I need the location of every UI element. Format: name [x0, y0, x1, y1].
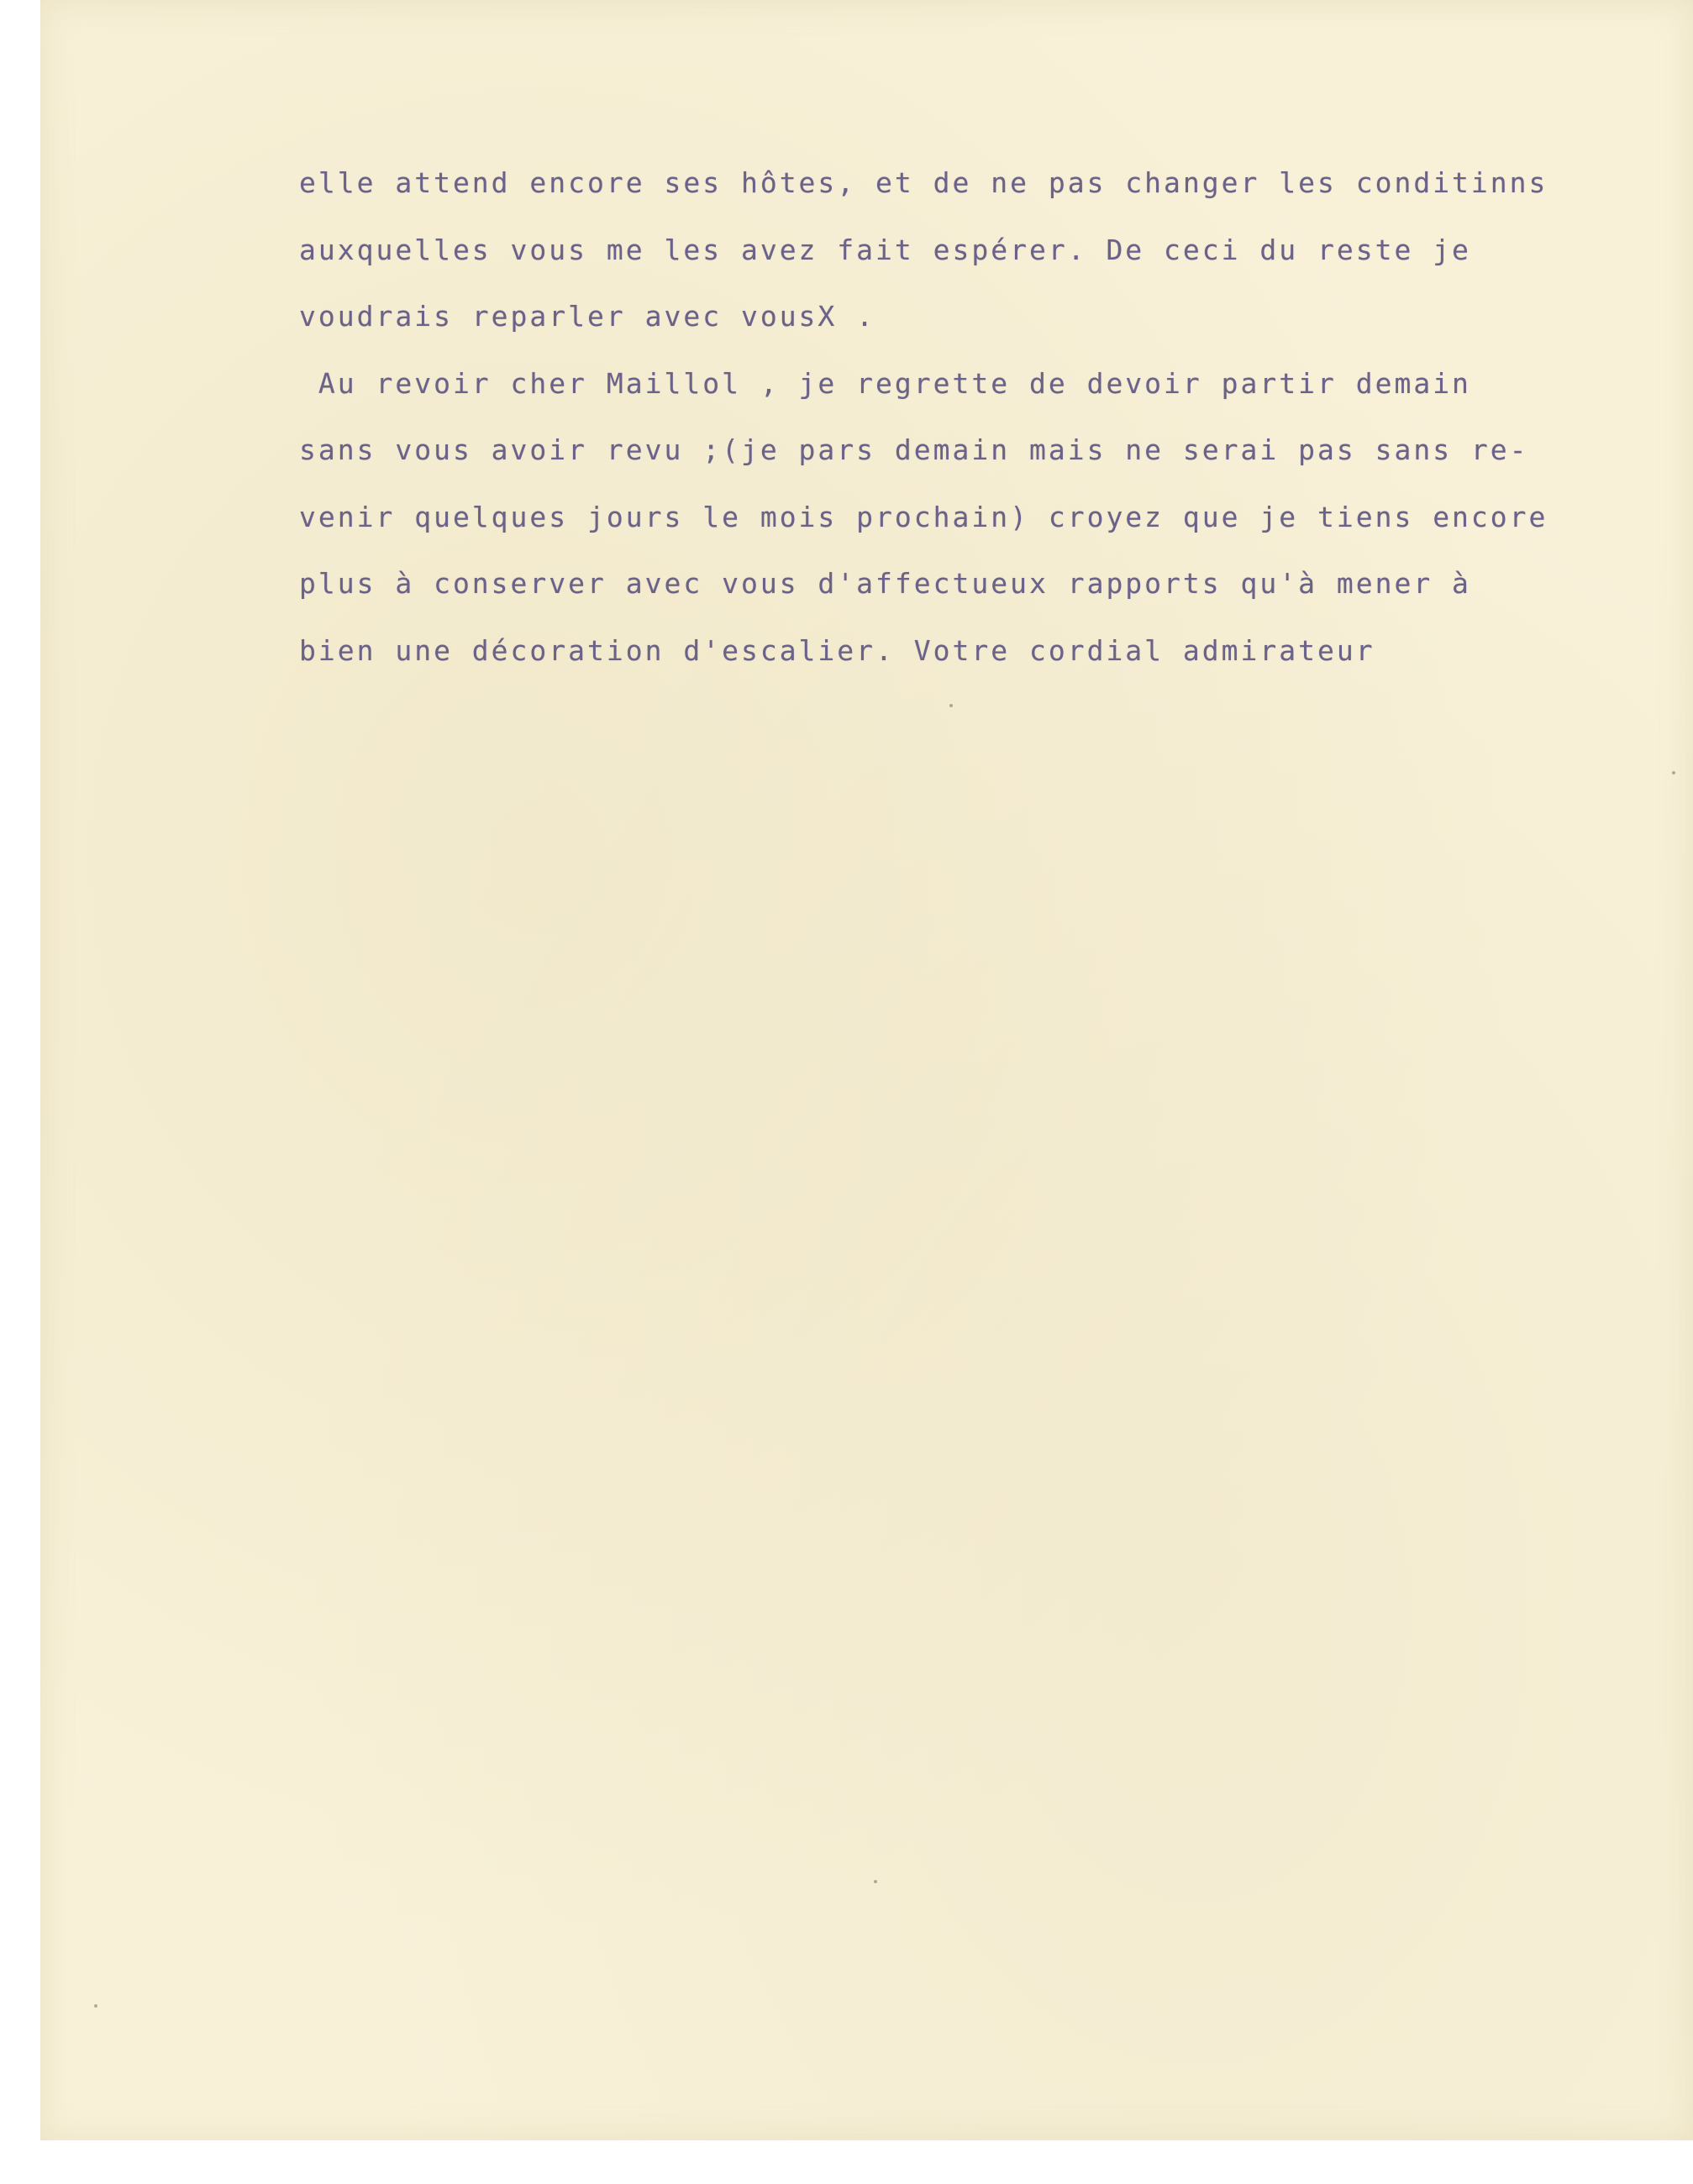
letter-line: plus à conserver avec vous d'affectueux rapports qu'à mener à: [299, 567, 1471, 600]
paper-speck: [94, 2004, 97, 2008]
letter-line: bien une décoration d'escalier. Votre cordial admirateur: [299, 633, 1375, 667]
letter-line: auxquelles vous me les avez fait espérer. De ceci du reste je: [299, 233, 1471, 266]
letter-body: [299, 158, 1627, 692]
letter-line: venir quelques jours le mois prochain) croyez que je tiens encore: [299, 500, 1548, 533]
paper-speck: [874, 1880, 877, 1883]
letter-line: Au revoir cher Maillol , je regrette de devoir partir demain: [299, 366, 1471, 400]
letter-line: elle attend encore ses hôtes, et de ne pas changer les conditinns: [299, 166, 1548, 199]
letter-line: sans vous avoir revu ;(je pars demain mais ne serai pas sans re-: [299, 433, 1529, 466]
letter-line: voudrais reparler avec vousX .: [299, 300, 876, 333]
paper-speck: [949, 704, 953, 707]
letter-page: [40, 0, 1693, 2140]
paper-speck: [1672, 771, 1675, 774]
